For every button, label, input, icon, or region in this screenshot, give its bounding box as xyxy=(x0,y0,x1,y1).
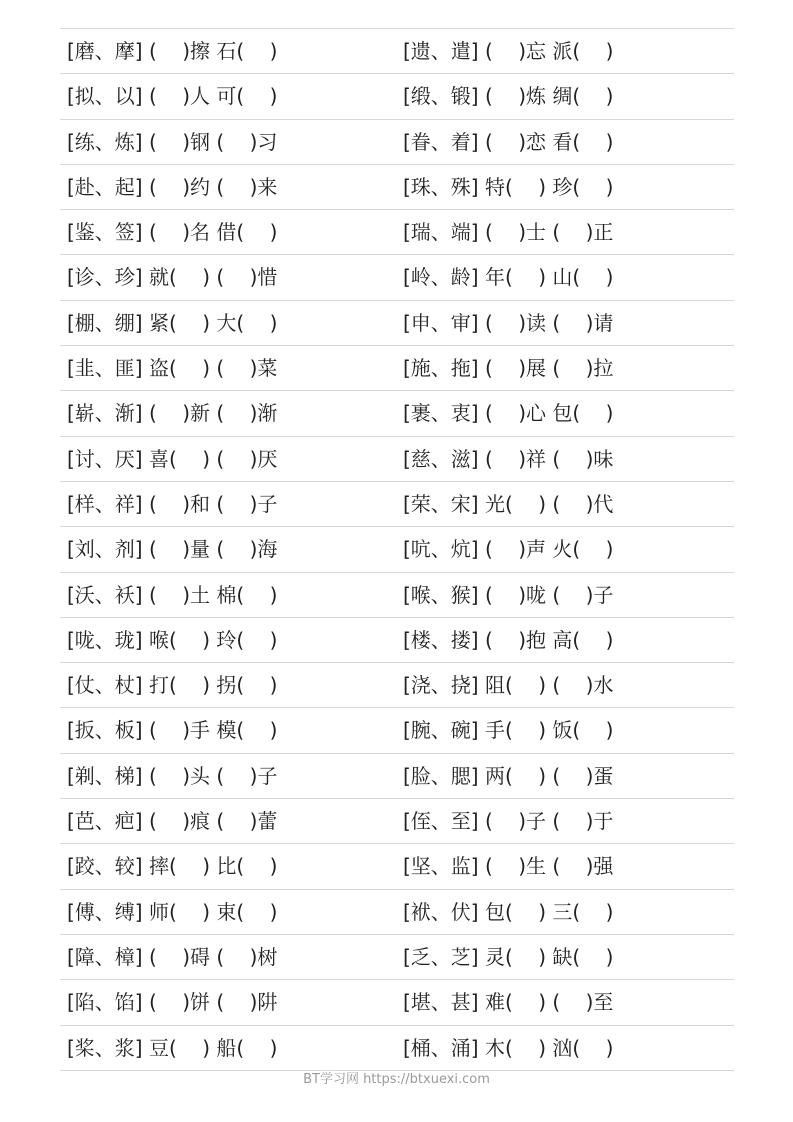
left-entry: [棚、绷] 紧( ) 大( ) xyxy=(67,310,278,335)
left-entry: [沃、袄] ( )土 棉( ) xyxy=(67,582,278,607)
left-entry: [陷、馅] ( )饼 ( )阱 xyxy=(67,990,278,1015)
right-entry: [施、拖] ( )展 ( )拉 xyxy=(403,356,614,381)
watermark: BT学习网 https://btxuexi.com xyxy=(303,1072,490,1087)
right-entry: [瑞、端] ( )士 ( )正 xyxy=(403,220,614,245)
right-entry: [申、审] ( )读 ( )请 xyxy=(403,310,614,335)
exercise-row xyxy=(60,935,734,980)
right-entry: [裹、衷] ( )心 包( ) xyxy=(403,401,614,426)
right-entry: [侄、至] ( )子 ( )于 xyxy=(403,809,614,834)
left-entry: [咙、珑] 喉( ) 玲( ) xyxy=(67,627,278,652)
exercise-row xyxy=(60,391,734,436)
right-entry: [乏、芝] 灵( ) 缺( ) xyxy=(403,944,614,969)
right-entry: [遗、遣] ( )忘 派( ) xyxy=(403,39,614,63)
right-entry: [脸、腮] 两( ) ( )蛋 xyxy=(403,763,614,788)
right-entry: [珠、殊] 特( ) 珍( ) xyxy=(403,174,614,199)
right-entry: [堪、甚] 难( ) ( )至 xyxy=(403,990,614,1015)
left-entry: [刘、剂] ( )量 ( )海 xyxy=(67,537,278,562)
exercise-row xyxy=(60,255,734,300)
left-entry: [跤、较] 摔( ) 比( ) xyxy=(67,854,278,879)
exercise-row xyxy=(60,120,734,165)
left-entry: [崭、渐] ( )新 ( )渐 xyxy=(67,401,278,426)
right-entry: [荣、宋] 光( ) ( )代 xyxy=(403,491,614,516)
exercise-row xyxy=(60,482,734,527)
exercise-row xyxy=(60,663,734,708)
exercise-row xyxy=(60,74,734,119)
right-entry: [慈、滋] ( )祥 ( )味 xyxy=(403,446,614,471)
left-entry: [磨、摩] ( )擦 石( ) xyxy=(67,39,278,63)
exercise-row xyxy=(60,29,734,74)
exercise-row xyxy=(60,165,734,210)
exercise-row xyxy=(60,708,734,753)
left-entry: [拟、以] ( )人 可( ) xyxy=(67,84,278,109)
left-entry: [诊、珍] 就( ) ( )惜 xyxy=(67,265,278,290)
exercise-row xyxy=(60,1026,734,1071)
right-entry: [坚、监] ( )生 ( )强 xyxy=(403,854,614,879)
left-entry: [桨、浆] 豆( ) 船( ) xyxy=(67,1035,278,1060)
left-entry: [障、樟] ( )碍 ( )树 xyxy=(67,944,278,969)
exercise-row xyxy=(60,618,734,663)
left-entry: [赴、起] ( )约 ( )来 xyxy=(67,174,278,199)
right-entry: [眷、着] ( )恋 看( ) xyxy=(403,129,614,154)
exercise-row xyxy=(60,799,734,844)
left-entry: [扳、板] ( )手 模( ) xyxy=(67,718,278,743)
right-entry: [桶、涌] 木( ) 汹( ) xyxy=(403,1035,614,1060)
exercise-row xyxy=(60,844,734,889)
exercise-row xyxy=(60,210,734,255)
left-entry: [剃、梯] ( )头 ( )子 xyxy=(67,763,278,788)
exercise-row xyxy=(60,437,734,482)
exercise-row xyxy=(60,346,734,391)
right-entry: [楼、搂] ( )抱 高( ) xyxy=(403,627,614,652)
left-entry: [韭、匪] 盗( ) ( )菜 xyxy=(67,356,278,381)
right-entry: [岭、龄] 年( ) 山( ) xyxy=(403,265,614,290)
right-entry: [袱、伏] 包( ) 三( ) xyxy=(403,899,614,924)
right-entry: [腕、碗] 手( ) 饭( ) xyxy=(403,718,614,743)
exercise-row xyxy=(60,890,734,935)
exercise-row xyxy=(60,573,734,618)
exercise-row xyxy=(60,527,734,572)
right-entry: [浇、挠] 阻( ) ( )水 xyxy=(403,673,614,698)
exercise-row xyxy=(60,980,734,1025)
right-entry: [吭、炕] ( )声 火( ) xyxy=(403,537,614,562)
exercise-row xyxy=(60,754,734,799)
right-entry: [缎、锻] ( )炼 绸( ) xyxy=(403,84,614,109)
left-entry: [鉴、签] ( )名 借( ) xyxy=(67,220,278,245)
left-entry: [芭、疤] ( )痕 ( )蕾 xyxy=(67,809,278,834)
left-entry: [讨、厌] 喜( ) ( )厌 xyxy=(67,446,278,471)
right-entry: [喉、猴] ( )咙 ( )子 xyxy=(403,582,614,607)
exercise-rows xyxy=(60,29,734,1071)
exercise-sheet xyxy=(60,28,734,1071)
left-entry: [仗、杖] 打( ) 拐( ) xyxy=(67,673,278,698)
left-entry: [练、炼] ( )钢 ( )习 xyxy=(67,129,278,154)
exercise-row xyxy=(60,301,734,346)
left-entry: [傅、缚] 师( ) 束( ) xyxy=(67,899,278,924)
left-entry: [样、祥] ( )和 ( )子 xyxy=(67,491,278,516)
